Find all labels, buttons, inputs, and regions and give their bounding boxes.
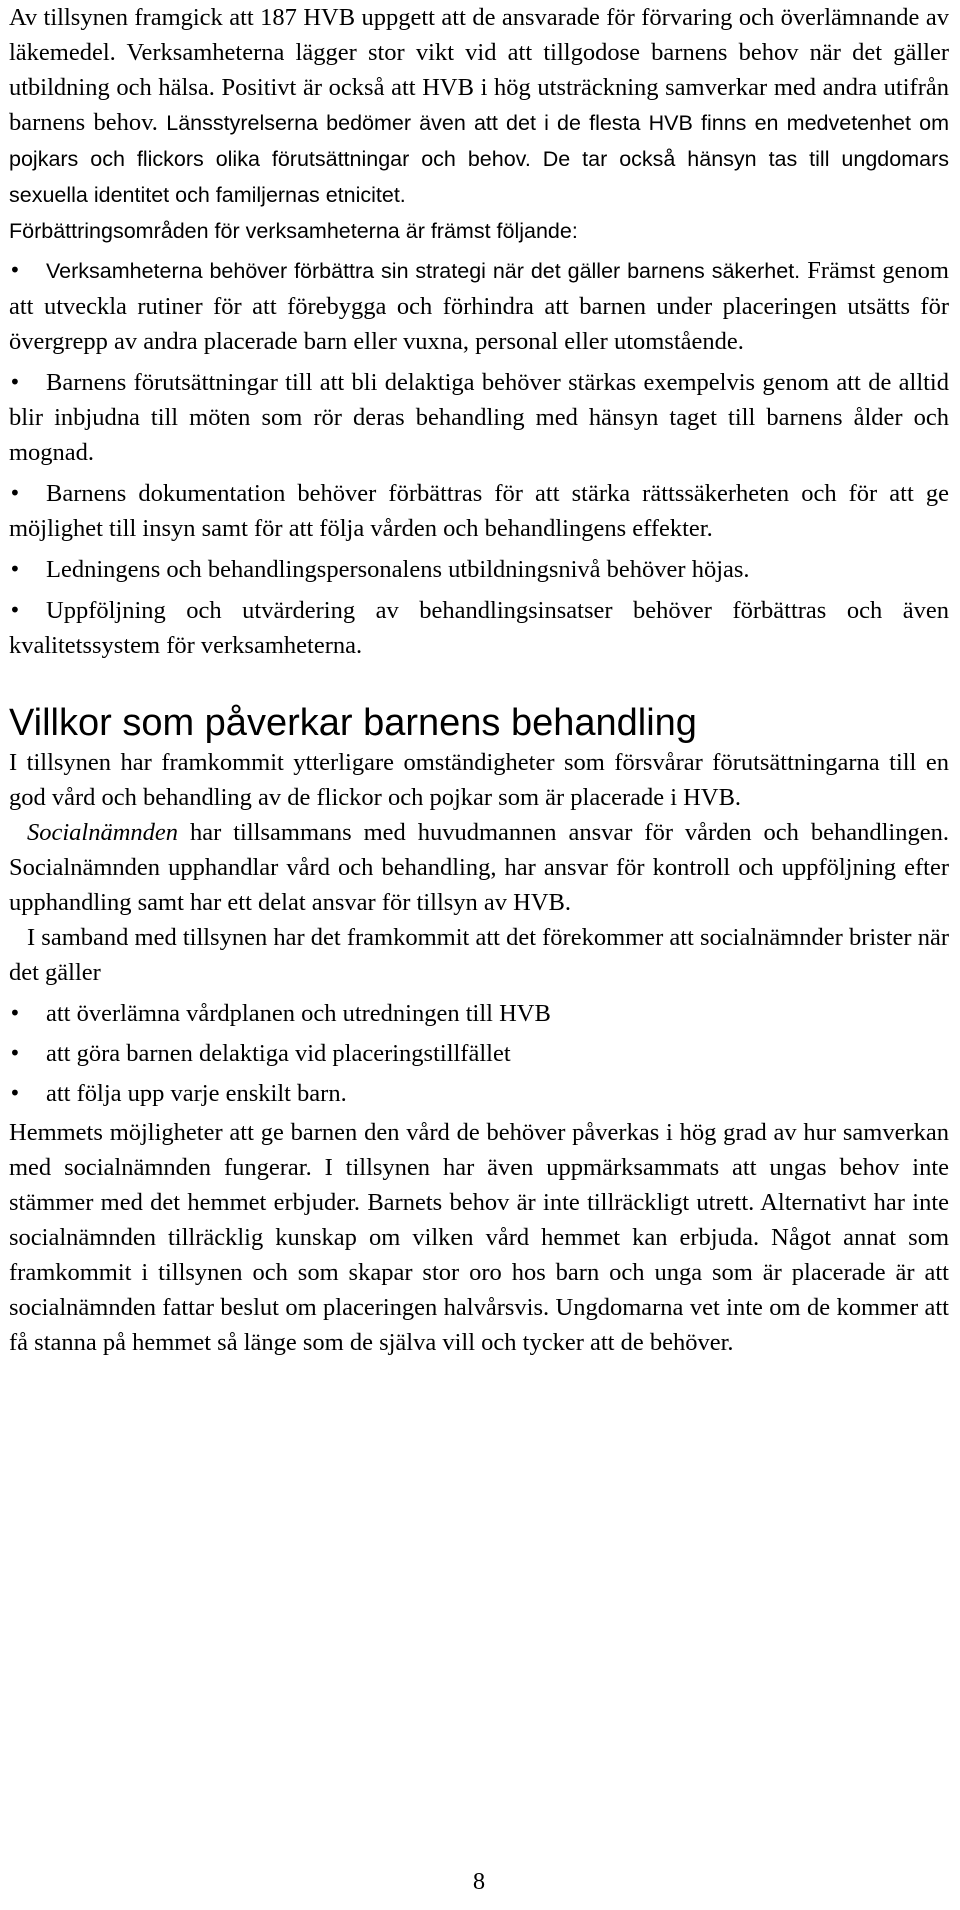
socialnamnden-emphasis: Socialnämnden bbox=[27, 819, 179, 846]
list-item bbox=[9, 552, 949, 587]
list-item-text: Barnens dokumentation behöver förbättras för att stärka rättssäkerheten och för att ge möjlighet till insyn samt för att följa vården och behandlingens effekter. bbox=[9, 480, 949, 542]
shortcomings-list bbox=[9, 996, 949, 1111]
list-item bbox=[9, 476, 949, 546]
bullet-icon: • bbox=[9, 1081, 21, 1105]
section-paragraph-2-text: har tillsammans med huvudmannen ansvar för vården och behandlingen. Socialnämnden upphandlar vård och behandling, har ansvar för kontroll och uppföljning efter upphandling samt har ett delat ansvar för tillsyn av HVB. bbox=[9, 819, 949, 916]
list-item-text: Barnens förutsättningar till att bli delaktiga behöver stärkas exempelvis genom att de alltid blir inbjudna till möten som rör deras behandling med hänsyn taget till barnens ålder och mognad. bbox=[9, 369, 949, 466]
bullet-icon: • bbox=[9, 481, 21, 505]
bullet-icon: • bbox=[9, 557, 21, 581]
list-item-text: att överlämna vårdplanen och utredningen till HVB bbox=[46, 1000, 551, 1027]
section-paragraph-2 bbox=[9, 815, 949, 920]
list-item-text: Främst genom att utveckla rutiner för att förebygga och förhindra att barnen under placeringen utsätts för övergrepp av andra placerade barn eller vuxna, personal eller utomstående. bbox=[9, 257, 949, 355]
list-item-text: att följa upp varje enskilt barn. bbox=[46, 1080, 347, 1107]
list-item bbox=[9, 996, 949, 1031]
intro-sans-text: Länsstyrelserna bedömer även att det i de flesta HVB finns en medvetenhet om pojkars och flickors olika förutsättningar och behov. De tar också hänsyn tas till ungdomars sexuella identitet och familjernas etnicitet. bbox=[9, 111, 949, 207]
document-page bbox=[9, 0, 949, 1910]
list-item-text: Uppföljning och utvärdering av behandlingsinsatser behöver förbättras och även kvalitetssystem för verksamheterna. bbox=[9, 597, 949, 659]
bullet-icon: • bbox=[9, 1001, 21, 1025]
bullet-icon: • bbox=[9, 258, 21, 282]
list-item-text: att göra barnen delaktiga vid placeringstillfället bbox=[46, 1040, 511, 1067]
page-number: 8 bbox=[472, 1868, 486, 1895]
list-item bbox=[9, 593, 949, 663]
section-paragraph-1: I tillsynen har framkommit ytterligare omständigheter som försvårar förutsättningarna till en god vård och behandling av de flickor och pojkar som är placerade i HVB. bbox=[9, 749, 949, 811]
intro-serif-text: Av tillsynen framgick att 187 HVB uppgett att de ansvarade för förvaring och överlämnande av läkemedel. Verksamheterna lägger stor vikt vid att tillgodose barnens behov när det gäller utbildning och hälsa. Positivt är också att HVB i hög utsträckning samverkar med andra utifrån barnens behov. bbox=[9, 4, 949, 136]
intro-paragraph bbox=[9, 0, 949, 213]
section-heading: Villkor som påverkar barnens behandling bbox=[9, 702, 697, 744]
section-paragraph-4: Hemmets möjligheter att ge barnen den vård de behöver påverkas i hög grad av hur samverkan med socialnämnden fungerar. I tillsynen har även uppmärksammats att ungas behov inte stämmer med det hemmet erbjuder. Barnets behov är inte tillräckligt utrett. Alternativt har inte socialnämnden tillräcklig kunskap om vilken vård hemmet kan erbjuda. Något annat som framkommit i tillsynen och som skapar stor oro hos barn och unga som är placerade är att socialnämnden fattar beslut om placeringen halvårsvis. Ungdomarna vet inte om de kommer att få stanna på hemmet så länge som de själva vill och tycker att de behöver. bbox=[9, 1119, 949, 1356]
list-item-text: Ledningens och behandlingspersonalens utbildningsnivå behöver höjas. bbox=[46, 556, 750, 583]
bullet-icon: • bbox=[9, 1041, 21, 1065]
bullet-icon: • bbox=[9, 598, 21, 622]
list-item bbox=[9, 253, 949, 359]
improvements-heading: Förbättringsområden för verksamheterna är främst följande: bbox=[9, 219, 578, 243]
list-item bbox=[9, 1036, 949, 1071]
bullet-icon: • bbox=[9, 370, 21, 394]
improvements-list bbox=[9, 253, 949, 663]
list-item bbox=[9, 365, 949, 470]
list-item bbox=[9, 1076, 949, 1111]
list-item-lead: Verksamheterna behöver förbättra sin strategi när det gäller barnens säkerhet. bbox=[46, 259, 801, 283]
section-paragraph-3: I samband med tillsynen har det framkommit att det förekommer att socialnämnder brister när det gäller bbox=[9, 924, 949, 986]
